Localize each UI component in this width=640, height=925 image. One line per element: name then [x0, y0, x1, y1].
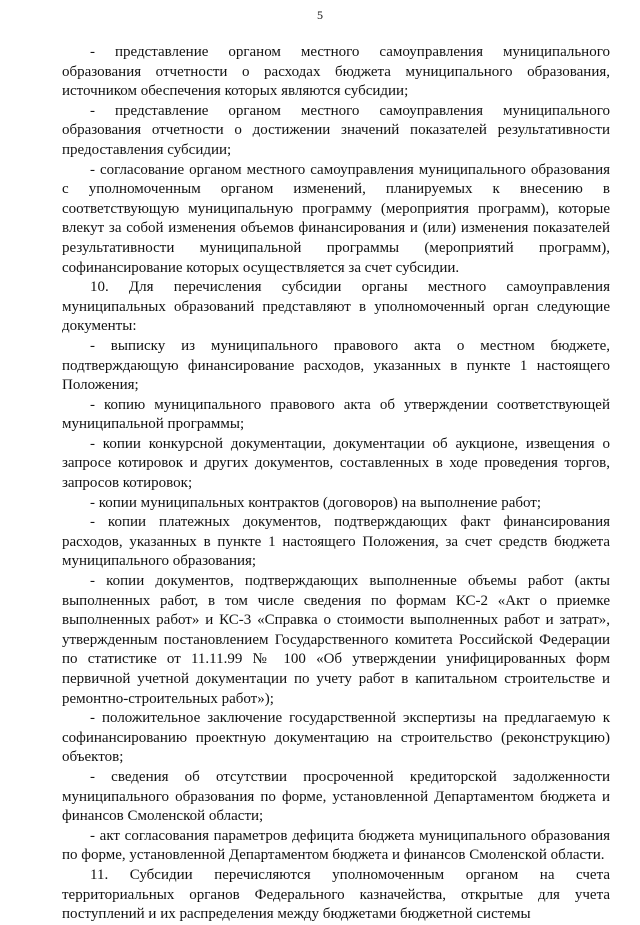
paragraph: - копию муниципального правового акта об утверждении соответствующей муниципальной программы;: [62, 396, 610, 433]
paragraph: - копии муниципальных контрактов (договоров) на выполнение работ;: [90, 494, 542, 511]
paragraph: - копии документов, подтверждающих выполненные объемы работ (акты выполненных работ, в том числе сведения по формам КС-2 «Акт о приемке выполненных работ» и КС-3 «Справка о стоимости выполненных работ и затрат», утвержденным постановлением Государственного комитета Российской Федерации по статистике от 11.11.99 № 100 «Об утверждении унифицированных форм первичной учетной документации по учету работ в капитальном строительстве и ремонтно-строительных работ»);: [62, 573, 610, 707]
paragraph: - сведения об отсутствии просроченной кредиторской задолженности муниципального образования по форме, установленной Департаментом бюджета и финансов Смоленской области;: [62, 768, 610, 825]
paragraph: - положительное заключение государственной экспертизы на предлагаемую к софинансированию проектную документацию на строительство (реконструкцию) объектов;: [62, 710, 610, 766]
document-body: [62, 43, 610, 925]
paragraph: 10. Для перечисления субсидии органы местного самоуправления муниципальных образований представляют в уполномоченный орган следующие документы:: [62, 279, 610, 335]
paragraph: - представление органом местного самоуправления муниципального образования отчетности о достижении значений показателей результативности предоставления субсидии;: [62, 102, 610, 158]
paragraph: - копии конкурсной документации, документации об аукционе, извещения о запросе котировок и других документов, составленных в ходе проведения торгов, запросов котировок;: [62, 435, 610, 492]
paragraph: - копии платежных документов, подтверждающих факт финансирования расходов, указанных в пункте 1 настоящего Положения, за счет средств бюджета муниципального образования;: [62, 514, 610, 570]
paragraph: - выписку из муниципального правового акта о местном бюджете, подтверждающую финансирование расходов, указанных в пункте 1 настоящего Положения;: [62, 337, 610, 394]
paragraph: - представление органом местного самоуправления муниципального образования отчетности о расходах бюджета муниципального образования, источником обеспечения которых являются субсидии;: [62, 44, 610, 100]
page-number: 5: [317, 8, 323, 22]
paragraph: 11. Субсидии перечисляются уполномоченным органом на счета территориальных органов Федерального казначейства, открытые для учета поступлений и их распределения между бюджетами бюджетной системы: [62, 866, 610, 923]
paragraph: - согласование органом местного самоуправления муниципального образования с уполномоченным органом изменений, планируемых к внесению в соответствующую муниципальную программу (мероприятия программ), которые влекут за собой изменения объемов финансирования и (или) изменения показателей результативности муниципальной программы (мероприятий программ), софинансирование которых осуществляется за счет субсидии.: [62, 161, 610, 276]
paragraph: - акт согласования параметров дефицита бюджета муниципального образования по форме, установленной Департаментом бюджета и финансов Смоленской области.: [62, 827, 610, 864]
